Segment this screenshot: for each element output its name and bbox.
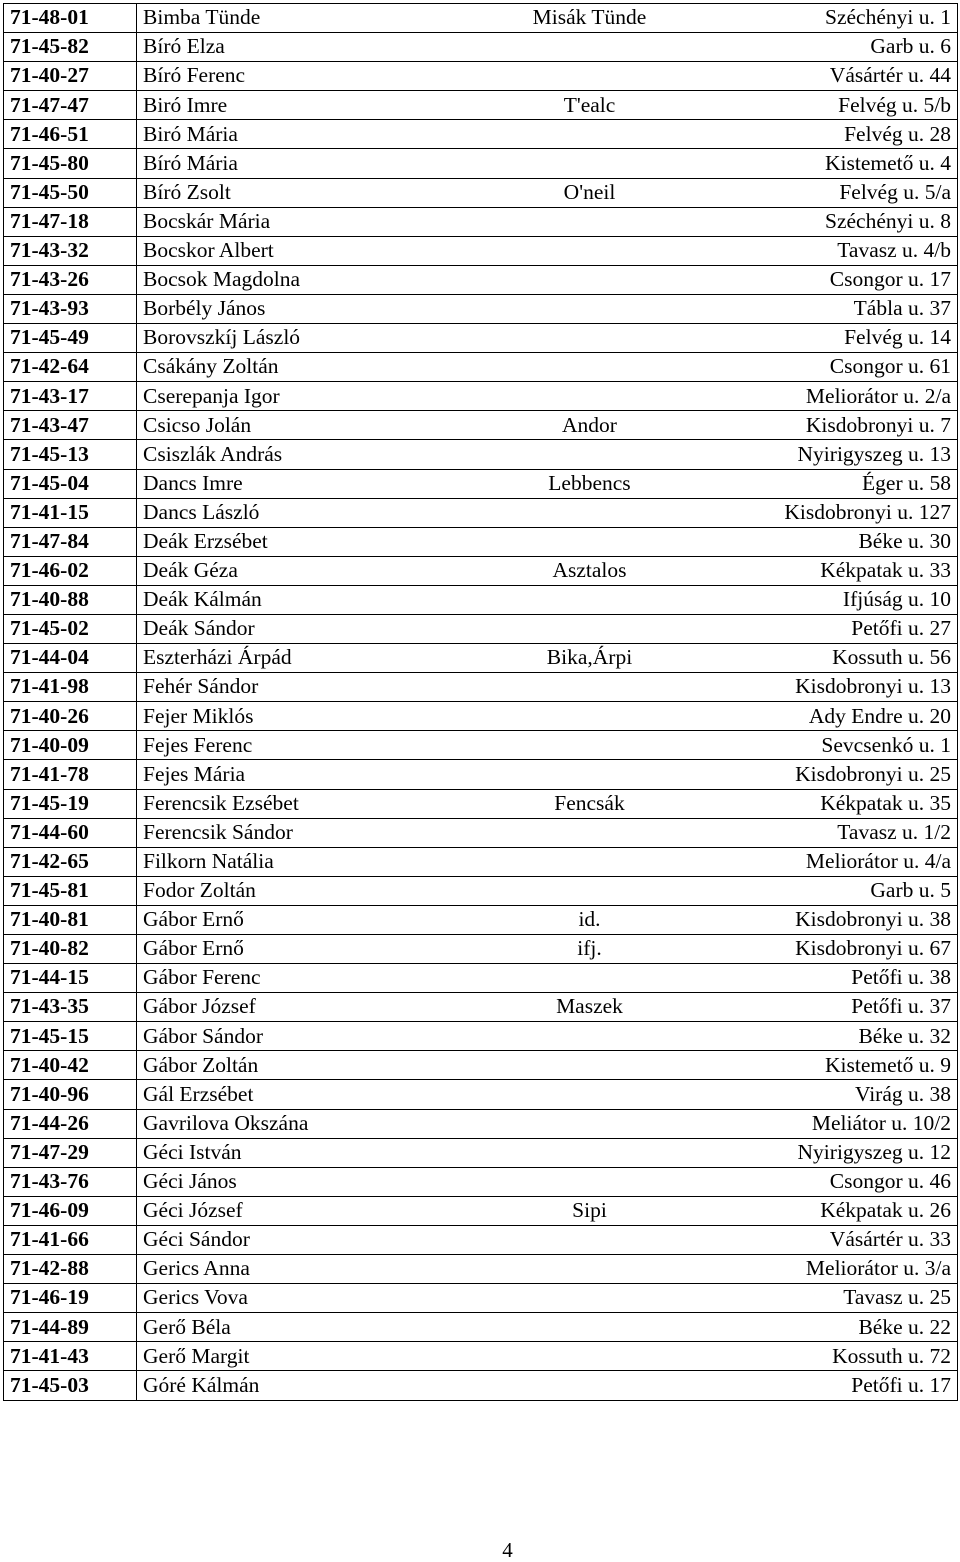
- nickname: [436, 614, 744, 643]
- phone-number: 71-40-82: [4, 935, 137, 964]
- address: Felvég u. 5/a: [744, 178, 958, 207]
- phone-number: 71-45-19: [4, 789, 137, 818]
- table-row: [4, 469, 958, 498]
- address: Petőfi u. 17: [744, 1371, 958, 1400]
- table-row: [4, 207, 958, 236]
- table-row: [4, 324, 958, 353]
- person-name: Ferencsik Sándor: [137, 818, 436, 847]
- nickname: [436, 760, 744, 789]
- table-row: [4, 847, 958, 876]
- address: Kistemető u. 4: [744, 149, 958, 178]
- address: Ady Endre u. 20: [744, 702, 958, 731]
- nickname: [436, 207, 744, 236]
- phone-number: 71-45-49: [4, 324, 137, 353]
- nickname: T'ealc: [436, 91, 744, 120]
- person-name: Gábor Ferenc: [137, 964, 436, 993]
- phone-number: 71-47-29: [4, 1138, 137, 1167]
- table-row: [4, 1051, 958, 1080]
- nickname: [436, 1225, 744, 1254]
- phone-directory-table: [3, 3, 958, 1401]
- person-name: Bíró Elza: [137, 33, 436, 62]
- person-name: Gábor Ernő: [137, 935, 436, 964]
- nickname: Misák Tünde: [436, 4, 744, 33]
- phone-number: 71-44-89: [4, 1313, 137, 1342]
- person-name: Gerics Vova: [137, 1284, 436, 1313]
- table-row: [4, 120, 958, 149]
- nickname: [436, 585, 744, 614]
- phone-number: 71-45-80: [4, 149, 137, 178]
- phone-number: 71-43-47: [4, 411, 137, 440]
- phone-number: 71-44-60: [4, 818, 137, 847]
- nickname: [436, 964, 744, 993]
- person-name: Ferencsik Ezsébet: [137, 789, 436, 818]
- nickname: [436, 818, 744, 847]
- person-name: Bíró Mária: [137, 149, 436, 178]
- nickname: Asztalos: [436, 556, 744, 585]
- phone-number: 71-42-88: [4, 1255, 137, 1284]
- table-row: [4, 935, 958, 964]
- person-name: Deák Sándor: [137, 614, 436, 643]
- table-row: [4, 556, 958, 585]
- table-row: [4, 1109, 958, 1138]
- person-name: Borovszkíj László: [137, 324, 436, 353]
- address: Felvég u. 28: [744, 120, 958, 149]
- address: Béke u. 30: [744, 527, 958, 556]
- nickname: [436, 149, 744, 178]
- person-name: Gábor József: [137, 993, 436, 1022]
- address: Meliátor u. 10/2: [744, 1109, 958, 1138]
- person-name: Dancs Imre: [137, 469, 436, 498]
- phone-number: 71-41-98: [4, 673, 137, 702]
- address: Nyirigyszeg u. 12: [744, 1138, 958, 1167]
- table-row: [4, 1225, 958, 1254]
- address: Kossuth u. 72: [744, 1342, 958, 1371]
- person-name: Bocskár Mária: [137, 207, 436, 236]
- table-row: [4, 1255, 958, 1284]
- phone-number: 71-45-15: [4, 1022, 137, 1051]
- nickname: Bika,Árpi: [436, 644, 744, 673]
- address: Tavasz u. 1/2: [744, 818, 958, 847]
- person-name: Gábor Ernő: [137, 905, 436, 934]
- nickname: [436, 353, 744, 382]
- address: Kisdobronyi u. 127: [744, 498, 958, 527]
- nickname: [436, 1109, 744, 1138]
- table-row: [4, 673, 958, 702]
- table-row: [4, 614, 958, 643]
- phone-number: 71-43-32: [4, 236, 137, 265]
- address: Vásártér u. 44: [744, 62, 958, 91]
- nickname: id.: [436, 905, 744, 934]
- phone-number: 71-40-27: [4, 62, 137, 91]
- nickname: Sipi: [436, 1196, 744, 1225]
- phone-number: 71-40-26: [4, 702, 137, 731]
- phone-number: 71-45-03: [4, 1371, 137, 1400]
- phone-number: 71-41-15: [4, 498, 137, 527]
- phone-number: 71-45-82: [4, 33, 137, 62]
- address: Sevcsenkó u. 1: [744, 731, 958, 760]
- person-name: Gerics Anna: [137, 1255, 436, 1284]
- person-name: Bocsok Magdolna: [137, 265, 436, 294]
- table-row: [4, 440, 958, 469]
- address: Kisdobronyi u. 25: [744, 760, 958, 789]
- table-row: [4, 1167, 958, 1196]
- address: Virág u. 38: [744, 1080, 958, 1109]
- phone-number: 71-42-64: [4, 353, 137, 382]
- address: Csongor u. 17: [744, 265, 958, 294]
- table-row: [4, 91, 958, 120]
- address: Kistemető u. 9: [744, 1051, 958, 1080]
- person-name: Géci István: [137, 1138, 436, 1167]
- phone-number: 71-42-65: [4, 847, 137, 876]
- address: Béke u. 32: [744, 1022, 958, 1051]
- phone-number: 71-46-51: [4, 120, 137, 149]
- nickname: [436, 382, 744, 411]
- nickname: [436, 498, 744, 527]
- address: Felvég u. 5/b: [744, 91, 958, 120]
- table-row: [4, 1196, 958, 1225]
- nickname: [436, 1138, 744, 1167]
- phone-number: 71-44-15: [4, 964, 137, 993]
- phone-number: 71-45-02: [4, 614, 137, 643]
- nickname: ifj.: [436, 935, 744, 964]
- address: Meliorátor u. 4/a: [744, 847, 958, 876]
- address: Kisdobronyi u. 38: [744, 905, 958, 934]
- nickname: [436, 236, 744, 265]
- phone-number: 71-47-18: [4, 207, 137, 236]
- table-row: [4, 1138, 958, 1167]
- phone-number: 71-40-81: [4, 905, 137, 934]
- nickname: [436, 33, 744, 62]
- person-name: Géci József: [137, 1196, 436, 1225]
- person-name: Géci János: [137, 1167, 436, 1196]
- address: Vásártér u. 33: [744, 1225, 958, 1254]
- address: Felvég u. 14: [744, 324, 958, 353]
- person-name: Gál Erzsébet: [137, 1080, 436, 1109]
- address: Meliorátor u. 2/a: [744, 382, 958, 411]
- nickname: Andor: [436, 411, 744, 440]
- address: Petőfi u. 27: [744, 614, 958, 643]
- address: Kékpatak u. 35: [744, 789, 958, 818]
- address: Széchényi u. 8: [744, 207, 958, 236]
- phone-number: 71-41-66: [4, 1225, 137, 1254]
- person-name: Gerő Margit: [137, 1342, 436, 1371]
- table-row: [4, 178, 958, 207]
- person-name: Dancs László: [137, 498, 436, 527]
- person-name: Bimba Tünde: [137, 4, 436, 33]
- nickname: [436, 120, 744, 149]
- person-name: Csákány Zoltán: [137, 353, 436, 382]
- table-row: [4, 382, 958, 411]
- table-row: [4, 644, 958, 673]
- nickname: [436, 62, 744, 91]
- person-name: Filkorn Natália: [137, 847, 436, 876]
- table-row: [4, 789, 958, 818]
- address: Tavasz u. 4/b: [744, 236, 958, 265]
- address: Nyirigyszeg u. 13: [744, 440, 958, 469]
- address: Kisdobronyi u. 13: [744, 673, 958, 702]
- address: Kisdobronyi u. 7: [744, 411, 958, 440]
- nickname: [436, 440, 744, 469]
- address: Csongor u. 46: [744, 1167, 958, 1196]
- table-row: [4, 265, 958, 294]
- address: Kisdobronyi u. 67: [744, 935, 958, 964]
- address: Garb u. 6: [744, 33, 958, 62]
- person-name: Góré Kálmán: [137, 1371, 436, 1400]
- nickname: [436, 324, 744, 353]
- phone-number: 71-40-42: [4, 1051, 137, 1080]
- nickname: [436, 702, 744, 731]
- nickname: [436, 1313, 744, 1342]
- table-row: [4, 411, 958, 440]
- table-row: [4, 527, 958, 556]
- phone-number: 71-45-81: [4, 876, 137, 905]
- table-row: [4, 1342, 958, 1371]
- nickname: [436, 294, 744, 323]
- person-name: Gerő Béla: [137, 1313, 436, 1342]
- phone-number: 71-44-26: [4, 1109, 137, 1138]
- nickname: [436, 1051, 744, 1080]
- phone-number: 71-48-01: [4, 4, 137, 33]
- table-row: [4, 1284, 958, 1313]
- directory-body: [4, 4, 958, 1401]
- nickname: Maszek: [436, 993, 744, 1022]
- phone-number: 71-47-84: [4, 527, 137, 556]
- person-name: Eszterházi Árpád: [137, 644, 436, 673]
- phone-number: 71-44-04: [4, 644, 137, 673]
- address: Kékpatak u. 33: [744, 556, 958, 585]
- person-name: Biró Imre: [137, 91, 436, 120]
- table-row: [4, 905, 958, 934]
- phone-number: 71-40-88: [4, 585, 137, 614]
- person-name: Deák Géza: [137, 556, 436, 585]
- person-name: Fejer Miklós: [137, 702, 436, 731]
- page-number: 4: [502, 1538, 513, 1562]
- table-row: [4, 1371, 958, 1400]
- person-name: Bíró Zsolt: [137, 178, 436, 207]
- table-row: [4, 760, 958, 789]
- nickname: [436, 1342, 744, 1371]
- nickname: [436, 1255, 744, 1284]
- address: Csongor u. 61: [744, 353, 958, 382]
- phone-number: 71-43-35: [4, 993, 137, 1022]
- nickname: [436, 1167, 744, 1196]
- person-name: Bíró Ferenc: [137, 62, 436, 91]
- table-row: [4, 585, 958, 614]
- address: Éger u. 58: [744, 469, 958, 498]
- person-name: Gábor Sándor: [137, 1022, 436, 1051]
- phone-number: 71-46-09: [4, 1196, 137, 1225]
- table-row: [4, 731, 958, 760]
- table-row: [4, 876, 958, 905]
- table-row: [4, 4, 958, 33]
- address: Tábla u. 37: [744, 294, 958, 323]
- nickname: Fencsák: [436, 789, 744, 818]
- table-row: [4, 1080, 958, 1109]
- phone-number: 71-43-26: [4, 265, 137, 294]
- nickname: [436, 1080, 744, 1109]
- person-name: Géci Sándor: [137, 1225, 436, 1254]
- nickname: [436, 876, 744, 905]
- nickname: [436, 527, 744, 556]
- person-name: Cserepanja Igor: [137, 382, 436, 411]
- person-name: Bocskor Albert: [137, 236, 436, 265]
- person-name: Fejes Ferenc: [137, 731, 436, 760]
- table-row: [4, 294, 958, 323]
- address: Kossuth u. 56: [744, 644, 958, 673]
- phone-number: 71-46-19: [4, 1284, 137, 1313]
- table-row: [4, 702, 958, 731]
- address: Ifjúság u. 10: [744, 585, 958, 614]
- phone-number: 71-43-93: [4, 294, 137, 323]
- table-row: [4, 964, 958, 993]
- table-row: [4, 149, 958, 178]
- address: Kékpatak u. 26: [744, 1196, 958, 1225]
- person-name: Biró Mária: [137, 120, 436, 149]
- table-row: [4, 1022, 958, 1051]
- table-row: [4, 236, 958, 265]
- phone-number: 71-40-09: [4, 731, 137, 760]
- person-name: Deák Kálmán: [137, 585, 436, 614]
- person-name: Borbély János: [137, 294, 436, 323]
- phone-number: 71-41-43: [4, 1342, 137, 1371]
- person-name: Csicso Jolán: [137, 411, 436, 440]
- person-name: Gábor Zoltán: [137, 1051, 436, 1080]
- table-row: [4, 498, 958, 527]
- person-name: Fejes Mária: [137, 760, 436, 789]
- table-row: [4, 33, 958, 62]
- person-name: Gavrilova Okszána: [137, 1109, 436, 1138]
- person-name: Fodor Zoltán: [137, 876, 436, 905]
- nickname: [436, 1022, 744, 1051]
- nickname: [436, 1371, 744, 1400]
- person-name: Deák Erzsébet: [137, 527, 436, 556]
- person-name: Csiszlák András: [137, 440, 436, 469]
- phone-number: 71-41-78: [4, 760, 137, 789]
- phone-number: 71-45-13: [4, 440, 137, 469]
- nickname: [436, 731, 744, 760]
- address: Tavasz u. 25: [744, 1284, 958, 1313]
- address: Meliorátor u. 3/a: [744, 1255, 958, 1284]
- nickname: [436, 265, 744, 294]
- phone-number: 71-43-17: [4, 382, 137, 411]
- address: Garb u. 5: [744, 876, 958, 905]
- person-name: Fehér Sándor: [137, 673, 436, 702]
- address: Széchényi u. 1: [744, 4, 958, 33]
- phone-number: 71-40-96: [4, 1080, 137, 1109]
- nickname: O'neil: [436, 178, 744, 207]
- table-row: [4, 993, 958, 1022]
- phone-number: 71-43-76: [4, 1167, 137, 1196]
- nickname: Lebbencs: [436, 469, 744, 498]
- table-row: [4, 1313, 958, 1342]
- phone-number: 71-46-02: [4, 556, 137, 585]
- table-row: [4, 818, 958, 847]
- table-row: [4, 62, 958, 91]
- address: Petőfi u. 37: [744, 993, 958, 1022]
- phone-number: 71-45-50: [4, 178, 137, 207]
- address: Béke u. 22: [744, 1313, 958, 1342]
- nickname: [436, 847, 744, 876]
- phone-number: 71-47-47: [4, 91, 137, 120]
- address: Petőfi u. 38: [744, 964, 958, 993]
- nickname: [436, 1284, 744, 1313]
- phone-number: 71-45-04: [4, 469, 137, 498]
- nickname: [436, 673, 744, 702]
- table-row: [4, 353, 958, 382]
